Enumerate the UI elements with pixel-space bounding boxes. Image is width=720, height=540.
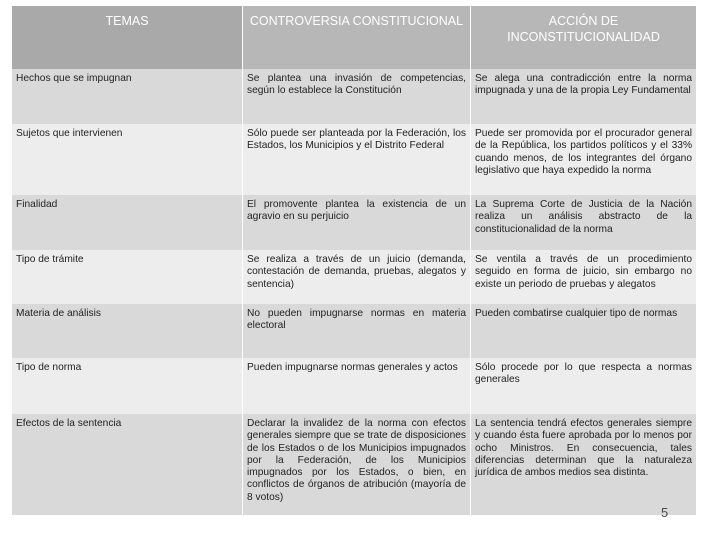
row-accion-cell: Pueden combatirse cualquier tipo de normas [470,304,696,358]
row-accion-cell: La sentencia tendrá efectos generales siempre y cuando ésta fuere aprobada por lo menos por ocho Ministros. En consecuencia, tales diferencias determinan que la naturaleza jurídica de ambos medios sea distinta. [470,414,696,515]
row-accion-cell: Se alega una contradicción entre la norma impugnada y una de la propia Ley Fundamental [470,69,696,124]
row-topic: Tipo de trámite [12,250,242,304]
comparison-table [12,6,696,515]
row-accion-cell: La Suprema Corte de Justicia de la Nación realiza un análisis abstracto de la constitucionalidad de la norma [470,195,696,250]
header-temas: TEMAS [12,6,242,69]
header-accion: ACCIÓN DE INCONSTITUCIONALIDAD [470,6,696,69]
row-controversia-cell: No pueden impugnarse normas en materia electoral [242,304,470,358]
row-controversia-cell: El promovente plantea la existencia de un agravio en su perjuicio [242,195,470,250]
row-topic: Materia de análisis [12,304,242,358]
row-controversia-cell: Se plantea una invasión de competencias, según lo establece la Constitución [242,69,470,124]
row-controversia-cell: Se realiza a través de un juicio (demanda, contestación de demanda, pruebas, alegatos y sentencia) [242,250,470,304]
row-accion-cell: Sólo procede por lo que respecta a normas generales [470,358,696,414]
row-topic: Sujetos que intervienen [12,124,242,195]
row-controversia-cell: Pueden impugnarse normas generales y actos [242,358,470,414]
row-topic: Tipo de norma [12,358,242,414]
header-controversia: CONTROVERSIA CONSTITUCIONAL [242,6,470,69]
row-accion-cell: Puede ser promovida por el procurador general de la República, los partidos políticos y el 33% cuando menos, de los integrantes del órgano legislativo que haya expedido la norma [470,124,696,195]
row-controversia-cell: Sólo puede ser planteada por la Federación, los Estados, los Municipios y el Distrito Federal [242,124,470,195]
row-controversia-cell: Declarar la invalidez de la norma con efectos generales siempre que se trate de disposiciones de los Estados o de los Municipios impugnados por la Federación, de los Municipios impugnados por los Estados, o bien, en conflictos de órganos de atribución (mayoría de 8 votos) [242,414,470,515]
row-topic: Hechos que se impugnan [12,69,242,124]
row-topic: Finalidad [12,195,242,250]
row-topic: Efectos de la sentencia [12,414,242,515]
page-number: 5 [661,505,669,520]
row-accion-cell: Se ventila a través de un procedimiento seguido en forma de juicio, sin embargo no existe un periodo de pruebas y alegatos [470,250,696,304]
